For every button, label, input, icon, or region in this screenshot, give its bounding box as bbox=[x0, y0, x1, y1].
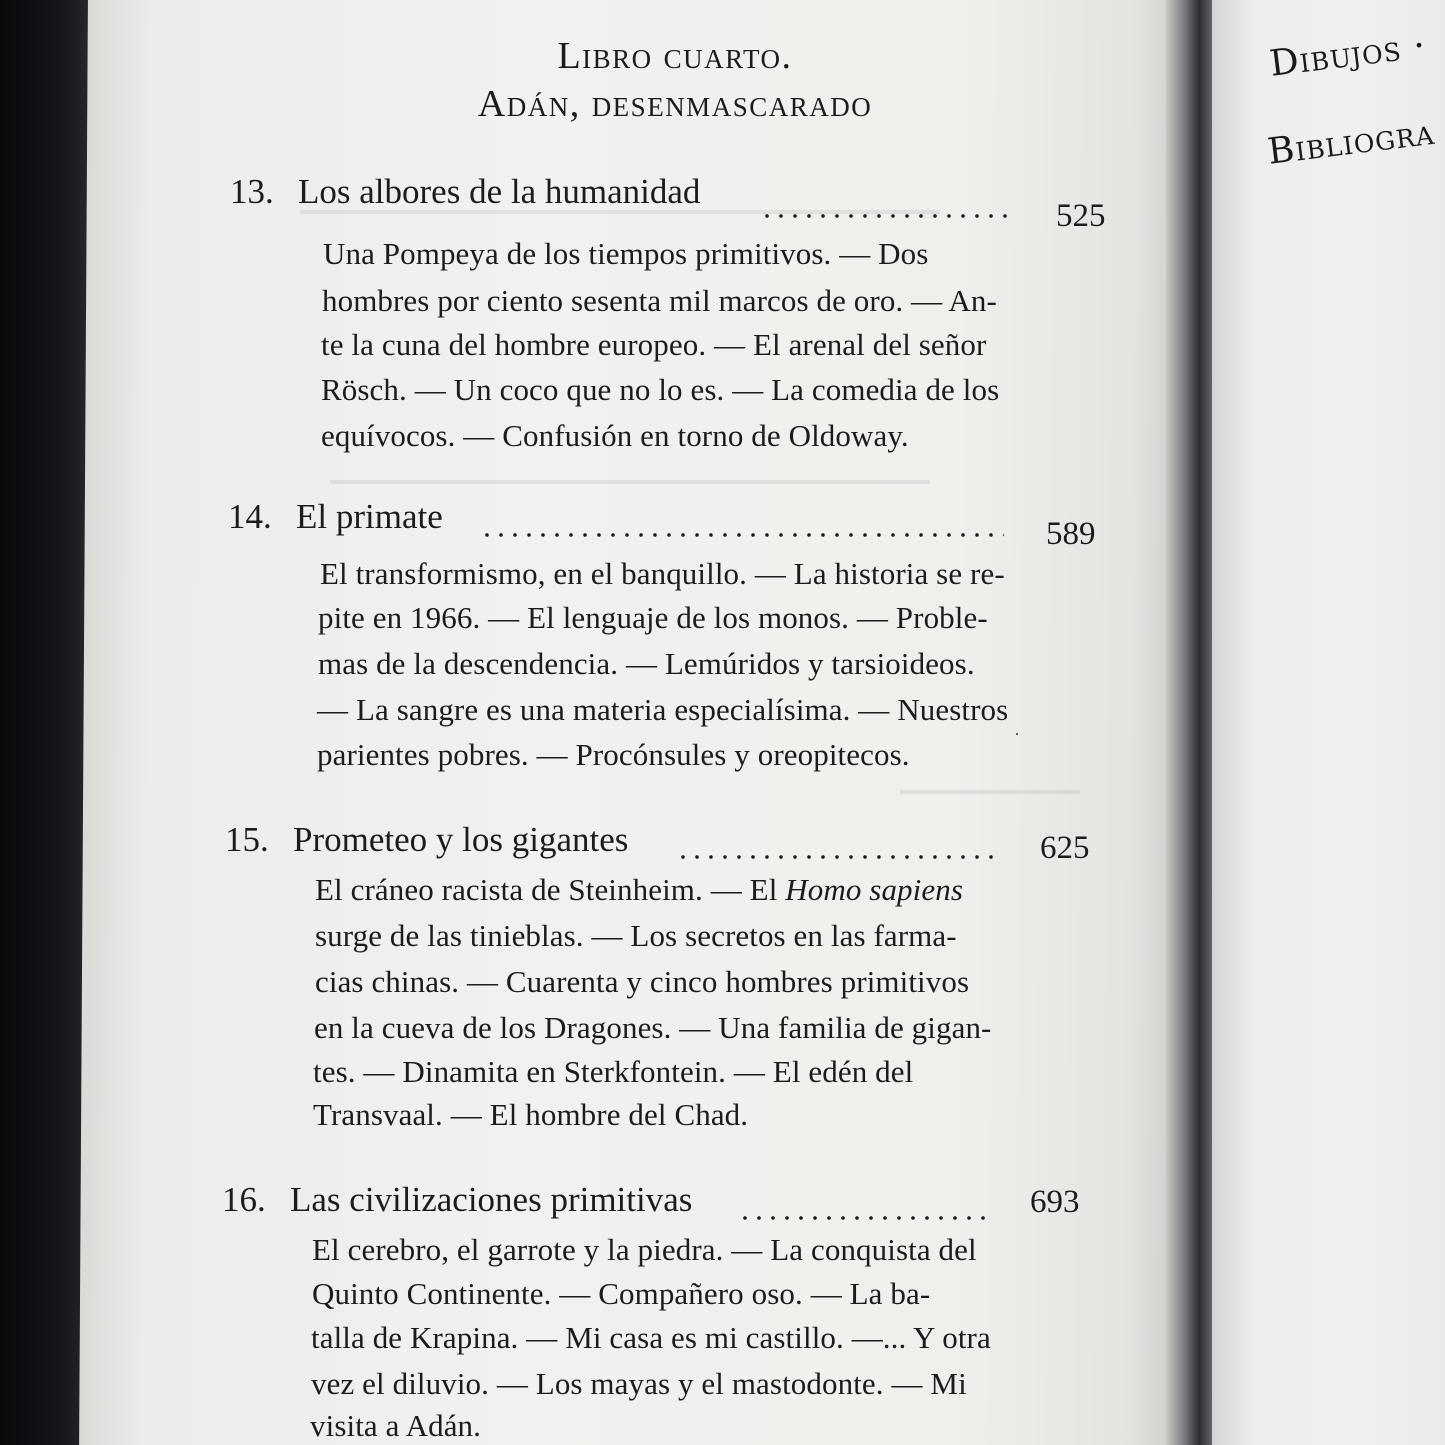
chapter-page-number: 525 bbox=[1056, 198, 1106, 234]
chapter-number: 13. bbox=[230, 172, 274, 211]
chapter-13-title-row bbox=[230, 172, 700, 212]
summary-line: te la cuna del hombre europeo. — El arenal del señor bbox=[321, 327, 987, 362]
summary-line: pite en 1966. — El lenguaje de los monos. — Proble- bbox=[318, 600, 988, 635]
summary-line: Rösch. — Un coco que no lo es. — La comedia de los bbox=[321, 372, 1000, 407]
right-page-heading-dibujos: Dibujos · bbox=[1267, 25, 1429, 85]
summary-line: — La sangre es una materia especialísima. — Nuestros bbox=[317, 692, 1009, 727]
summary-line: talla de Krapina. — Mi casa es mi castillo. —... Y otra bbox=[311, 1320, 991, 1355]
summary-line: equívocos. — Confusión en torno de Oldoway. bbox=[321, 418, 909, 453]
summary-line: hombres por ciento sesenta mil marcos de oro. — An- bbox=[322, 283, 997, 318]
summary-line: Transvaal. — El hombre del Chad. bbox=[313, 1097, 749, 1132]
chapter-title: Prometeo y los gigantes bbox=[293, 820, 629, 859]
chapter-title: El primate bbox=[296, 497, 443, 536]
summary-line: Una Pompeya de los tiempos primitivos. — Dos bbox=[323, 236, 929, 271]
chapter-number: 16. bbox=[222, 1180, 266, 1219]
summary-line: Quinto Continente. — Compañero oso. — La ba- bbox=[312, 1276, 931, 1311]
dot-leader bbox=[480, 533, 1004, 537]
summary-line: visita a Adán. bbox=[310, 1408, 482, 1443]
summary-line: El cerebro, el garrote y la piedra. — La conquista del bbox=[312, 1232, 977, 1267]
summary-line: tes. — Dinamita en Sterkfontein. — El edén del bbox=[313, 1054, 914, 1089]
paper-speck bbox=[1016, 733, 1018, 735]
dot-leader bbox=[760, 214, 1014, 218]
dot-leader bbox=[738, 1216, 988, 1220]
chapter-14-title-row bbox=[228, 497, 443, 537]
summary-line: cias chinas. — Cuarenta y cinco hombres primitivos bbox=[315, 964, 970, 999]
chapter-16-title-row bbox=[222, 1180, 692, 1220]
chapter-title: Los albores de la humanidad bbox=[298, 172, 701, 211]
chapter-number: 15. bbox=[225, 820, 269, 859]
section-heading-line1: Libro cuarto. bbox=[557, 35, 793, 77]
summary-line: mas de la descendencia. — Lemúridos y tarsioideos. bbox=[318, 646, 975, 681]
section-heading-line2: Adán, desenmascarado bbox=[477, 83, 873, 125]
summary-line: vez el diluvio. — Los mayas y el mastodonte. — Mi bbox=[311, 1366, 967, 1401]
chapter-page-number: 589 bbox=[1046, 516, 1096, 552]
chapter-15-title-row bbox=[225, 820, 628, 860]
chapter-title: Las civilizaciones primitivas bbox=[290, 1180, 693, 1219]
chapter-page-number: 625 bbox=[1040, 830, 1090, 866]
chapter-number: 14. bbox=[228, 497, 272, 536]
summary-line: en la cueva de los Dragones. — Una familia de gigan- bbox=[314, 1010, 992, 1045]
dot-leader bbox=[676, 855, 998, 859]
summary-line: parientes pobres. — Procónsules y oreopitecos. bbox=[317, 737, 910, 772]
chapter-page-number: 693 bbox=[1030, 1184, 1080, 1220]
summary-line: surge de las tinieblas. — Los secretos en las farma- bbox=[315, 918, 957, 953]
summary-line: El cráneo racista de Steinheim. — El Homo sapiens bbox=[315, 872, 963, 907]
right-page-heading-bibliografia: Bibliogra bbox=[1265, 111, 1437, 173]
summary-line: El transformismo, en el banquillo. — La historia se re- bbox=[320, 556, 1005, 591]
